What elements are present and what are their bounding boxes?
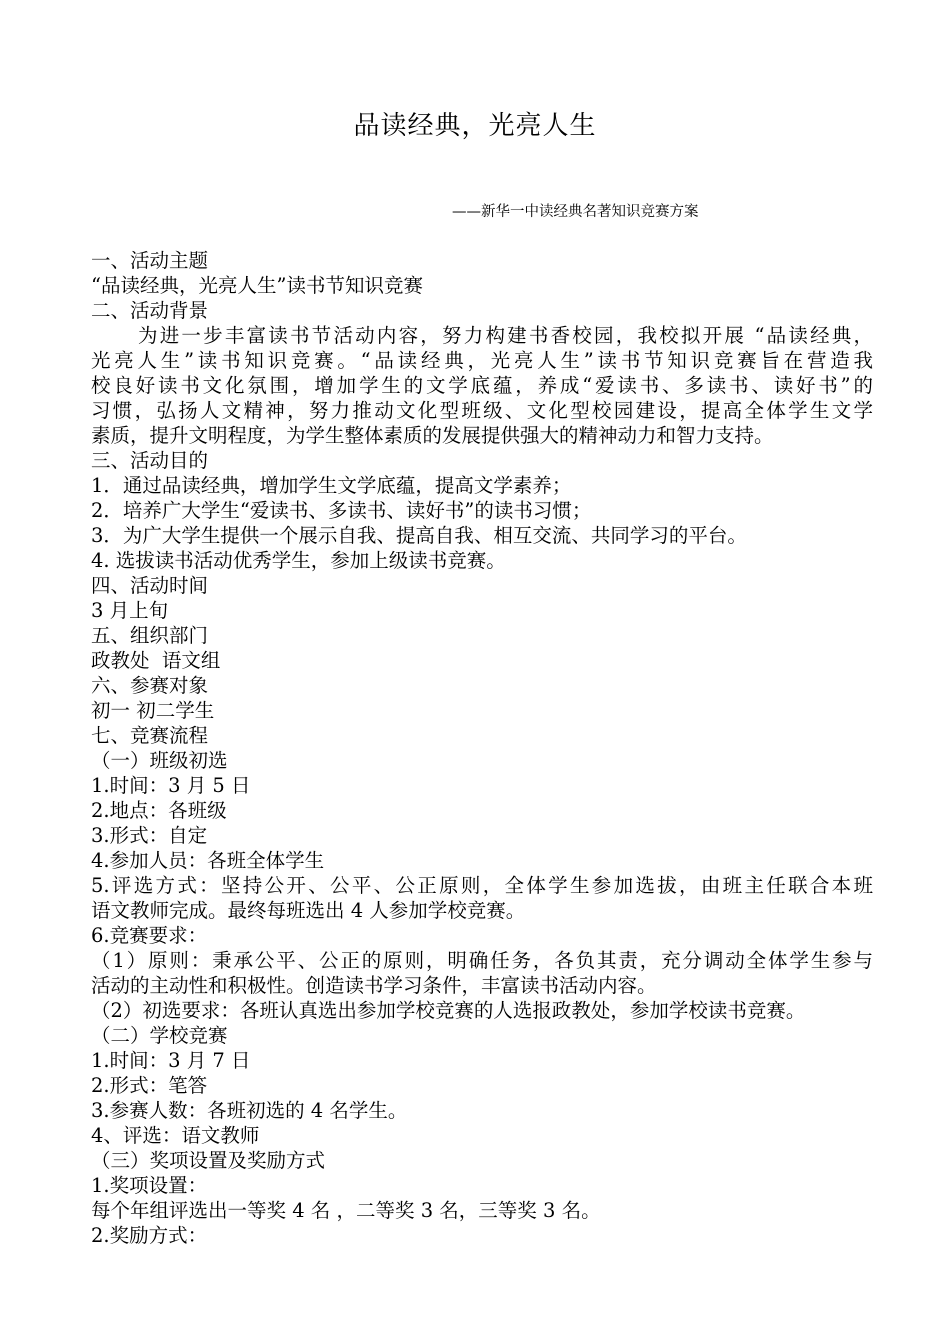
list-item: 1.时间：3 月 5 日: [91, 774, 251, 797]
section-heading: 四、活动时间: [91, 574, 209, 597]
paragraph-line: 习惯，弘扬人文精神，努力推动文化型班级、文化型校园建设，提高全体学生文学: [91, 399, 873, 422]
document-subtitle: ——新华一中读经典名著知识竞赛方案: [452, 204, 699, 220]
list-item: 1.奖项设置：: [91, 1174, 208, 1197]
list-item: 2.奖励方式：: [91, 1224, 208, 1247]
list-item: 2.形式：笔答: [91, 1074, 208, 1097]
paragraph-line: “品读经典，光亮人生”读书节知识竞赛: [91, 274, 423, 297]
subsection-heading: （二）学校竞赛: [91, 1024, 228, 1047]
list-item: 3．为广大学生提供一个展示自我、提高自我、相互交流、共同学习的平台。: [91, 524, 747, 547]
section-heading: 六、参赛对象: [91, 674, 209, 697]
section-heading: 三、活动目的: [91, 449, 209, 472]
section-heading: 七、竞赛流程: [91, 724, 209, 747]
document-body: [91, 248, 873, 1248]
paragraph-line: 初一 初二学生: [91, 699, 215, 722]
paragraph-line: 政教处 语文组: [91, 649, 221, 672]
list-item: 3.参赛人数：各班初选的 4 名学生。: [91, 1099, 408, 1122]
paragraph-line: 校良好读书文化氛围，增加学生的文学底蕴，养成“爱读书、多读书、读好书”的: [91, 374, 873, 397]
list-item: 4.参加人员：各班全体学生: [91, 849, 325, 872]
list-item: 6.竞赛要求：: [91, 924, 208, 947]
document-title: 品读经典，光亮人生: [353, 111, 597, 141]
list-item: （1）原则：秉承公平、公正的原则，明确任务，各负其责，充分调动全体学生参与: [91, 949, 873, 972]
list-item: 2．培养广大学生“爱读书、多读书、读好书”的读书习惯；: [91, 499, 592, 522]
section-heading: 一、活动主题: [91, 249, 209, 272]
paragraph-line: 光亮人生”读书知识竞赛。“品读经典，光亮人生”读书节知识竞赛旨在营造我: [91, 349, 873, 372]
paragraph-line: 素质，提升文明程度，为学生整体素质的发展提供强大的精神动力和智力支持。: [91, 424, 774, 447]
paragraph-line: 3 月上旬: [91, 599, 169, 622]
list-item: 4、评选：语文教师: [91, 1124, 260, 1147]
subsection-heading: （一）班级初选: [91, 749, 228, 772]
list-item: 4. 选拔读书活动优秀学生，参加上级读书竞赛。: [91, 549, 506, 572]
section-heading: 二、活动背景: [91, 299, 209, 322]
paragraph-line: 活动的主动性和积极性。创造读书学习条件，丰富读书活动内容。: [91, 974, 657, 997]
section-heading: 五、组织部门: [91, 624, 209, 647]
list-item: 1．通过品读经典，增加学生文学底蕴，提高文学素养；: [91, 474, 572, 497]
list-item: （2）初选要求：各班认真选出参加学校竞赛的人选报政教处，参加学校读书竞赛。: [91, 999, 806, 1022]
list-item: 5.评选方式：坚持公开、公平、公正原则，全体学生参加选拔，由班主任联合本班: [91, 874, 873, 897]
subsection-heading: （三）奖项设置及奖励方式: [91, 1149, 326, 1172]
paragraph-line: 语文教师完成。最终每班选出 4 人参加学校竞赛。: [91, 899, 526, 922]
list-item: 3.形式：自定: [91, 824, 208, 847]
list-item: 1.时间：3 月 7 日: [91, 1049, 251, 1072]
paragraph-line: 为进一步丰富读书节活动内容，努力构建书香校园，我校拟开展 “品读经典，: [138, 324, 873, 347]
paragraph-line: 每个年组评选出一等奖 4 名 ，二等奖 3 名，三等奖 3 名。: [91, 1199, 601, 1222]
list-item: 2.地点：各班级: [91, 799, 227, 822]
